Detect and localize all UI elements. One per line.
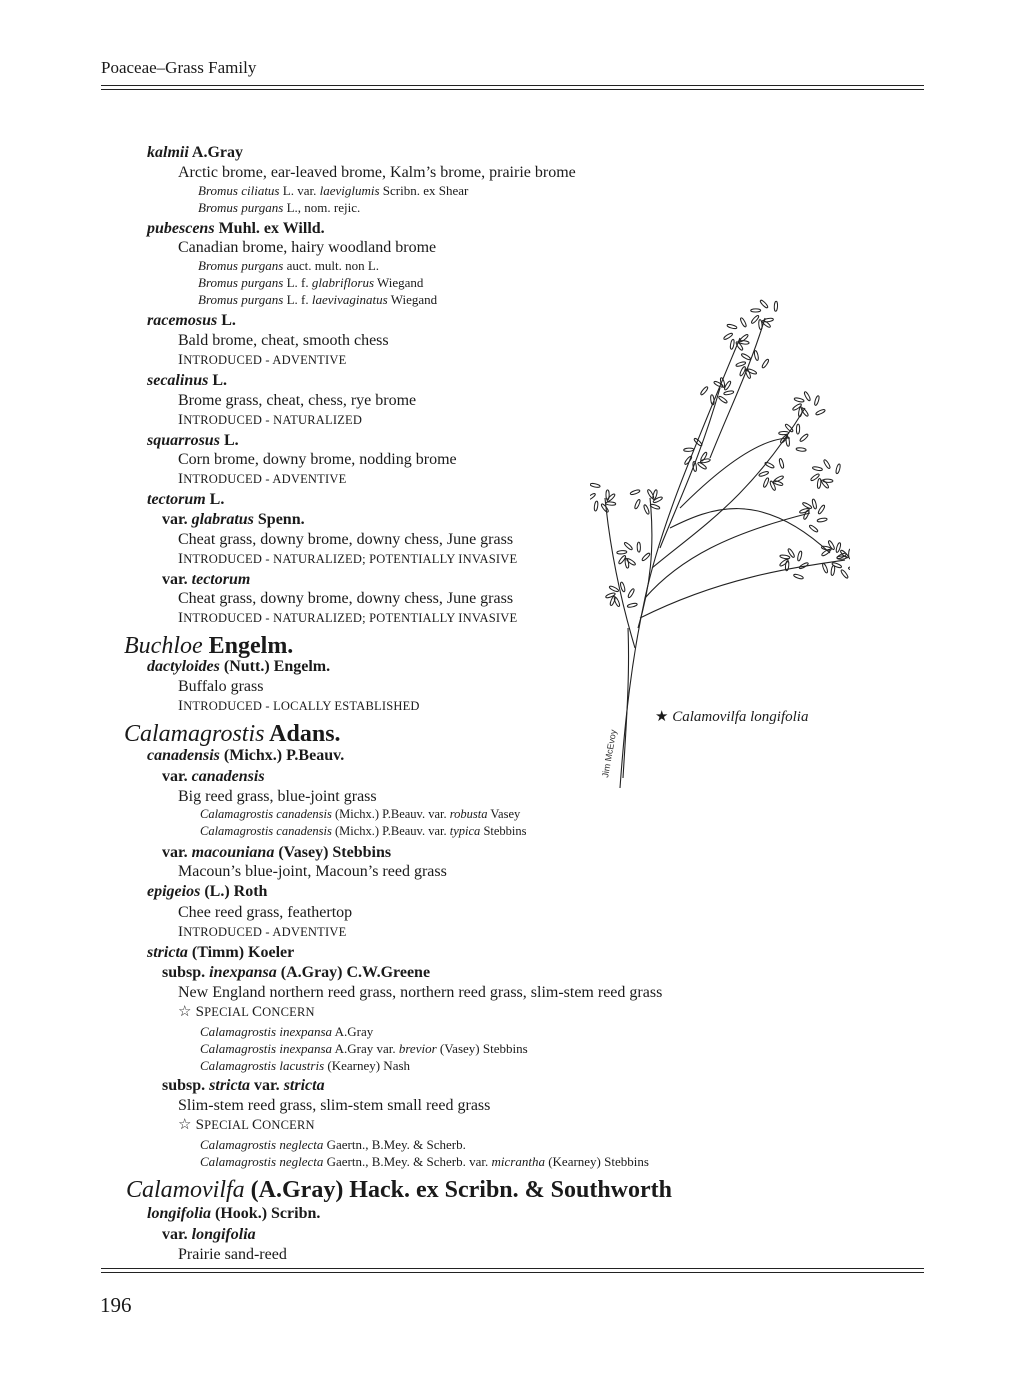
common-names: Chee reed grass, feathertop xyxy=(178,904,353,921)
spikelet xyxy=(594,501,599,511)
artist-signature: Jim McEvoy xyxy=(600,728,619,779)
taxon-name: secalinus L. xyxy=(147,372,228,389)
spikelet xyxy=(817,518,827,523)
spikelet xyxy=(624,542,634,551)
spikelet xyxy=(812,499,818,509)
calamovilfa-illustration xyxy=(590,298,850,803)
common-names: Macoun’s blue-joint, Macoun’s reed grass xyxy=(178,863,447,880)
spikelet xyxy=(799,508,809,514)
taxon-name: longifolia (Hook.) Scribn. xyxy=(147,1205,321,1222)
spikelet xyxy=(796,424,800,434)
spikelet xyxy=(759,299,768,308)
synonym: Bromus purgans auct. mult. non L. xyxy=(198,258,380,273)
spikelet xyxy=(849,549,850,559)
spikelet xyxy=(848,566,850,570)
spikelet xyxy=(754,350,759,360)
common-names: Slim-stem reed grass, slim-stem small reed grass xyxy=(178,1097,491,1114)
common-names: Arctic brome, ear-leaved brome, Kalm’s brome, prairie brome xyxy=(178,164,576,181)
synonym: Bromus purgans L., nom. rejic. xyxy=(198,200,361,215)
spikelet xyxy=(634,499,641,509)
spikelet xyxy=(747,368,757,375)
spikelet xyxy=(700,386,709,396)
taxon-name: var. glabratus Spenn. xyxy=(162,511,305,528)
taxon-name: dactyloides (Nutt.) Engelm. xyxy=(147,658,331,675)
taxon-name: subsp. stricta var. stricta xyxy=(162,1077,325,1094)
spikelet xyxy=(606,493,615,502)
genus-heading: Calamagrostis Adans. xyxy=(124,721,341,747)
spikelet xyxy=(793,574,803,580)
spikelet xyxy=(835,464,841,474)
synonym: Bromus ciliatus L. var. laeviglumis Scribn. ex Shear xyxy=(198,183,469,198)
spikelet xyxy=(761,359,769,369)
spikelet xyxy=(831,565,836,575)
common-names: Buffalo grass xyxy=(178,678,264,695)
spikelet xyxy=(817,504,825,514)
common-names: Cheat grass, downy brome, downy chess, June grass xyxy=(178,590,514,607)
synonym: Calamagrostis inexpansa A.Gray xyxy=(200,1024,374,1039)
spikelets-group xyxy=(590,299,850,608)
spikelet xyxy=(809,524,819,533)
status-label: INTRODUCED - NATURALIZED; POTENTIALLY INVASIVE xyxy=(178,551,518,567)
page-number: 196 xyxy=(100,1293,132,1317)
spikelet xyxy=(727,324,737,330)
footer-rule-thick xyxy=(101,1268,924,1269)
taxon-name: canadensis (Michx.) P.Beauv. xyxy=(147,747,345,764)
synonym: Calamagrostis inexpansa A.Gray var. brevior (Vasey) Stebbins xyxy=(200,1041,528,1056)
spikelet xyxy=(730,339,735,349)
taxon-name: var. macouniana (Vasey) Stebbins xyxy=(162,844,392,861)
taxon-name: epigeios (L.) Roth xyxy=(147,883,268,900)
status-label: INTRODUCED - ADVENTIVE xyxy=(178,352,347,368)
taxon-name: kalmii A.Gray xyxy=(147,144,243,161)
spikelet xyxy=(627,588,635,598)
taxon-name: tectorum L. xyxy=(147,491,225,508)
taxon-name: stricta (Timm) Koeler xyxy=(147,944,295,961)
spikelet xyxy=(822,563,829,573)
synonym: Calamagrostis canadensis (Michx.) P.Beauv. var. robusta Vasey xyxy=(200,807,521,821)
spikelet xyxy=(803,391,811,401)
taxon-name: squarrosus L. xyxy=(147,432,239,449)
spikelet xyxy=(794,397,804,403)
spikelet xyxy=(796,447,806,451)
status-label: ☆ SPECIAL CONCERN xyxy=(178,1004,315,1020)
spikelet xyxy=(779,458,785,468)
spikelet xyxy=(764,461,774,468)
genus-heading: Calamovilfa (A.Gray) Hack. ex Scribn. & Southworth xyxy=(126,1177,672,1203)
common-names: Prairie sand-reed xyxy=(178,1246,287,1263)
status-label: INTRODUCED - NATURALIZED xyxy=(178,412,363,428)
spikelet xyxy=(609,585,619,592)
genus-heading: Buchloe Engelm. xyxy=(124,633,294,659)
spikelet xyxy=(763,477,770,487)
spikelet xyxy=(821,479,830,489)
spikelet xyxy=(799,433,809,442)
spikelet xyxy=(620,582,626,592)
synonym: Bromus purgans L. f. glabriflorus Wiegand xyxy=(198,275,424,290)
spikelet xyxy=(641,552,650,561)
taxon-name: var. longifolia xyxy=(162,1226,256,1243)
running-header: Poaceae–Grass Family xyxy=(101,58,257,77)
spikelet xyxy=(740,317,748,327)
spikelet xyxy=(720,377,726,387)
spikelet xyxy=(590,493,596,501)
common-names: New England northern reed grass, northern reed grass, slim-stem reed grass xyxy=(178,984,663,1001)
status-label: INTRODUCED - NATURALIZED; POTENTIALLY INVASIVE xyxy=(178,610,518,626)
spikelet xyxy=(606,502,616,506)
spikelet xyxy=(779,558,789,567)
spikelet xyxy=(780,554,790,559)
spikelet xyxy=(812,466,822,471)
synonym: Calamagrostis lacustris (Kearney) Nash xyxy=(200,1058,411,1073)
spikelet xyxy=(751,309,761,312)
header-rule-thin xyxy=(101,89,924,90)
taxon-name: subsp. inexpansa (A.Gray) C.W.Greene xyxy=(162,964,431,981)
state-rare-star-icon: ★ xyxy=(655,709,669,725)
synonym: Bromus purgans L. f. laevivaginatus Wiegand xyxy=(198,292,438,307)
spikelet xyxy=(684,448,694,452)
spikelet xyxy=(815,409,825,416)
synonym: Calamagrostis neglecta Gaertn., B.Mey. & Scherb. xyxy=(200,1137,466,1152)
spikelet xyxy=(630,489,640,495)
spikelet xyxy=(758,319,762,329)
spikelet xyxy=(718,395,728,403)
spikelet xyxy=(617,550,627,554)
common-names: Bald brome, cheat, smooth chess xyxy=(178,332,389,349)
spikelet xyxy=(637,542,640,552)
synonym: Calamagrostis canadensis (Michx.) P.Beauv. var. typica Stebbins xyxy=(200,824,527,838)
common-names: Cheat grass, downy brome, downy chess, June grass xyxy=(178,531,514,548)
spikelet xyxy=(723,332,733,340)
spikelet xyxy=(741,353,751,361)
common-names: Big reed grass, blue-joint grass xyxy=(178,788,377,805)
taxon-name: racemosus L. xyxy=(147,312,236,329)
status-label: INTRODUCED - ADVENTIVE xyxy=(178,471,347,487)
common-names: Canadian brome, hairy woodland brome xyxy=(178,239,437,256)
spikelet xyxy=(828,540,836,550)
spikelet xyxy=(643,504,650,514)
status-label: INTRODUCED - LOCALLY ESTABLISHED xyxy=(178,698,420,714)
spikelet xyxy=(774,301,778,311)
spikelet xyxy=(814,395,820,405)
common-names: Corn brome, downy brome, nodding brome xyxy=(178,451,457,468)
spikelet xyxy=(823,459,831,469)
caption-species: Calamovilfa longifolia xyxy=(672,709,809,725)
taxon-name: var. canadensis xyxy=(162,768,265,785)
illustration-caption xyxy=(655,707,808,726)
spikelet xyxy=(799,562,809,570)
spikelet xyxy=(779,431,789,435)
footer-rule-thin xyxy=(101,1272,924,1273)
spikelet xyxy=(724,390,734,395)
header-rule-thick xyxy=(101,85,924,86)
spikelet xyxy=(745,368,752,378)
spikelet xyxy=(627,603,637,608)
synonym: Calamagrostis neglecta Gaertn., B.Mey. & Scherb. var. micrantha (Kearney) Stebbins xyxy=(200,1154,649,1169)
spikelet xyxy=(590,483,600,488)
status-label: ☆ SPECIAL CONCERN xyxy=(178,1117,315,1133)
spikelet xyxy=(653,496,663,503)
spikelet xyxy=(817,478,821,488)
spikelet xyxy=(840,569,849,579)
taxon-name: pubescens Muhl. ex Willd. xyxy=(147,220,325,237)
common-names: Brome grass, cheat, chess, rye brome xyxy=(178,392,417,409)
status-label: INTRODUCED - ADVENTIVE xyxy=(178,924,347,940)
taxon-name: var. tectorum xyxy=(162,571,251,588)
spikelet xyxy=(797,551,803,561)
